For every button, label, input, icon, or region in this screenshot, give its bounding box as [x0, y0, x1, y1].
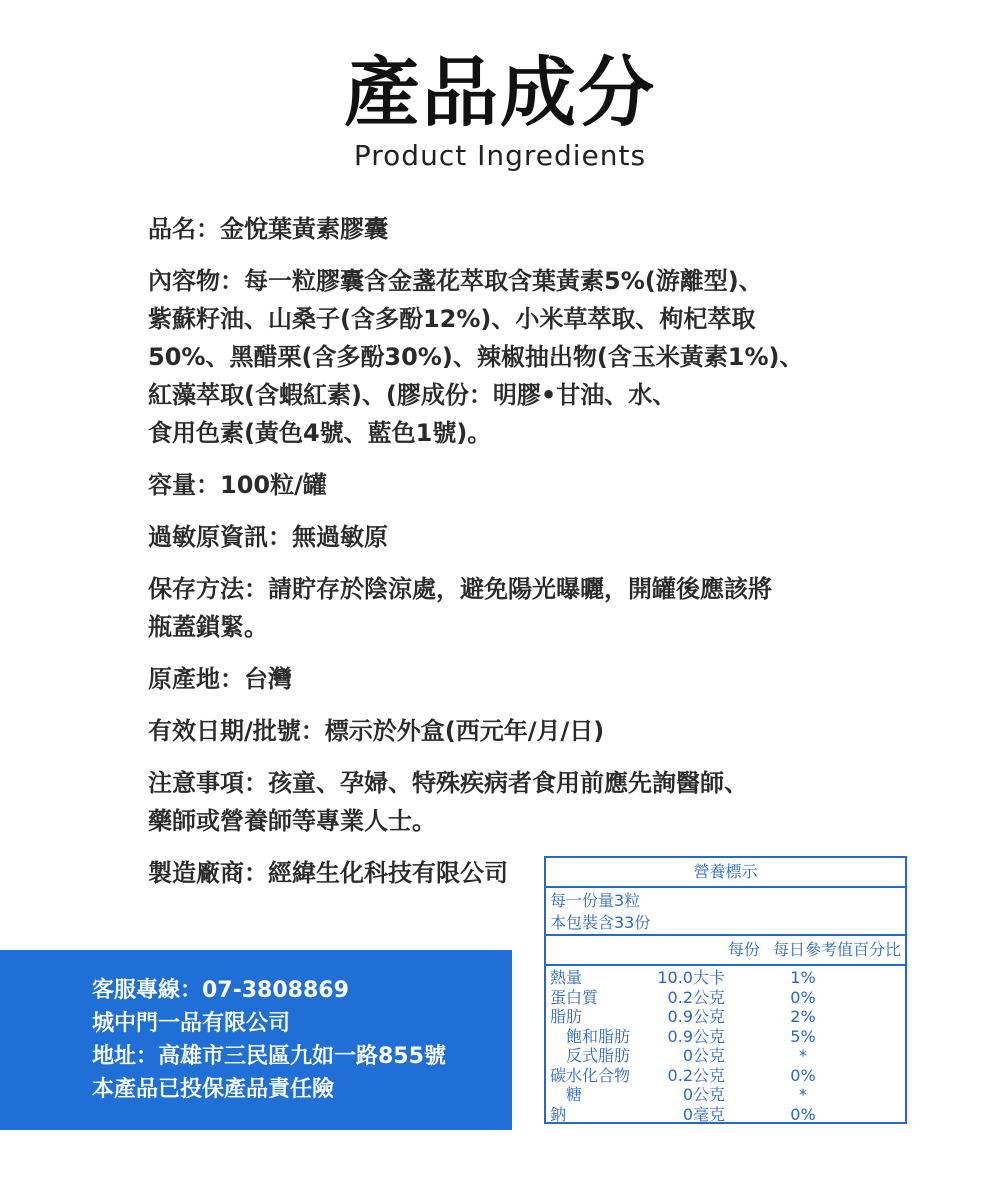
expiry-row	[148, 712, 868, 764]
serving-info	[546, 888, 905, 936]
product-name-row	[148, 210, 868, 262]
insurance-note: 本產品已投保產品責任險	[92, 1077, 335, 1102]
nutrient-name: 脂肪	[550, 1007, 583, 1026]
caution-row	[148, 764, 868, 854]
origin-row	[148, 660, 868, 712]
nutrient-name: 熱量	[550, 968, 583, 987]
nutrient-row	[546, 1046, 905, 1066]
nutrient-percent: 0%	[790, 1104, 816, 1124]
nutrient-name: 糖	[566, 1085, 583, 1104]
nutrient-percent: 5%	[790, 1026, 816, 1046]
text-line: 品名：金悅葉黃素膠囊	[148, 215, 388, 243]
nutrient-percent: 1%	[790, 968, 816, 987]
page-title: 產品成分	[344, 48, 656, 137]
text-line: 製造廠商：經緯生化科技有限公司	[148, 859, 508, 887]
col-daily-value: 每日參考值百分比	[772, 940, 901, 959]
nutrient-row	[546, 1007, 905, 1027]
nutrient-name: 蛋白質	[550, 987, 599, 1007]
text-line: 紫蘇籽油、山桑子(含多酚12%)、小米草萃取、枸杞萃取	[148, 305, 756, 333]
col-per-serving: 每份	[727, 940, 760, 959]
text-line: 紅藻萃取(含蝦紅素)、(膠成份：明膠•甘油、水、	[148, 381, 677, 409]
nutrient-row	[546, 1027, 905, 1047]
customer-service-panel	[0, 950, 512, 1130]
column-headers	[546, 936, 905, 966]
text-line: 容量：100粒/罐	[148, 471, 327, 499]
text-line: 藥師或營養師等專業人士。	[148, 807, 436, 835]
text-line: 內容物：每一粒膠囊含金盞花萃取含葉黃素5%(游離型)、	[148, 267, 763, 295]
nutrient-amount: 0.2公克	[667, 987, 725, 1007]
capacity-row	[148, 466, 868, 518]
text-line: 瓶蓋鎖緊。	[148, 613, 268, 641]
text-line: 原產地：台灣	[148, 665, 292, 693]
nutrient-percent: 0%	[790, 987, 816, 1007]
text-line: 50%、黑醋栗(含多酚30%)、辣椒抽出物(含玉米黃素1%)、	[148, 343, 804, 371]
page-subtitle: Product Ingredients	[353, 139, 647, 172]
nutrient-row	[546, 988, 905, 1008]
nutrition-facts-table	[544, 856, 907, 1124]
nutrition-title: 營養標示	[546, 858, 905, 888]
nutrient-amount: 0公克	[682, 1085, 725, 1104]
nutrient-amount: 0毫克	[682, 1104, 725, 1124]
text-line: 注意事項：孩童、孕婦、特殊疾病者食用前應先詢醫師、	[148, 769, 748, 797]
nutrient-name: 飽和脂肪	[566, 1026, 631, 1046]
text-line: 食用色素(黃色4號、藍色1號)。	[148, 419, 492, 447]
nutrient-amount: 0.9公克	[667, 1026, 725, 1046]
company-address: 地址：高雄市三民區九如一路855號	[92, 1044, 446, 1069]
service-hotline: 客服專線：07-3808869	[92, 978, 349, 1003]
storage-row	[148, 570, 868, 660]
contents-row	[148, 262, 868, 466]
nutrient-percent: *	[799, 1085, 807, 1104]
text-line: 保存方法：請貯存於陰涼處，避免陽光曝曬，開罐後應該將	[148, 575, 772, 603]
serving-size: 每一份量3粒	[550, 891, 641, 910]
nutrient-name: 反式脂肪	[566, 1046, 631, 1065]
nutrient-amount: 10.0大卡	[657, 968, 725, 987]
nutrient-amount: 0.9公克	[667, 1007, 725, 1026]
servings-per-pack: 本包裝含33份	[550, 913, 651, 932]
nutrient-percent: *	[799, 1046, 807, 1065]
nutrient-name: 碳水化合物	[550, 1065, 631, 1085]
nutrient-row	[546, 1105, 905, 1125]
nutrient-amount: 0.2公克	[667, 1065, 725, 1085]
nutrient-row	[546, 1085, 905, 1105]
company-name: 城中門一品有限公司	[92, 1011, 291, 1036]
nutrient-row	[546, 968, 905, 988]
nutrient-percent: 0%	[790, 1065, 816, 1085]
nutrient-row	[546, 1066, 905, 1086]
ingredient-list	[148, 210, 868, 906]
text-line: 有效日期/批號：標示於外盒(西元年/月/日)	[148, 717, 605, 745]
allergen-row	[148, 518, 868, 570]
nutrient-name: 鈉	[550, 1104, 567, 1124]
nutrient-rows	[546, 966, 905, 1124]
nutrient-amount: 0公克	[682, 1046, 725, 1065]
nutrient-percent: 2%	[790, 1007, 816, 1026]
text-line: 過敏原資訊：無過敏原	[148, 523, 388, 551]
